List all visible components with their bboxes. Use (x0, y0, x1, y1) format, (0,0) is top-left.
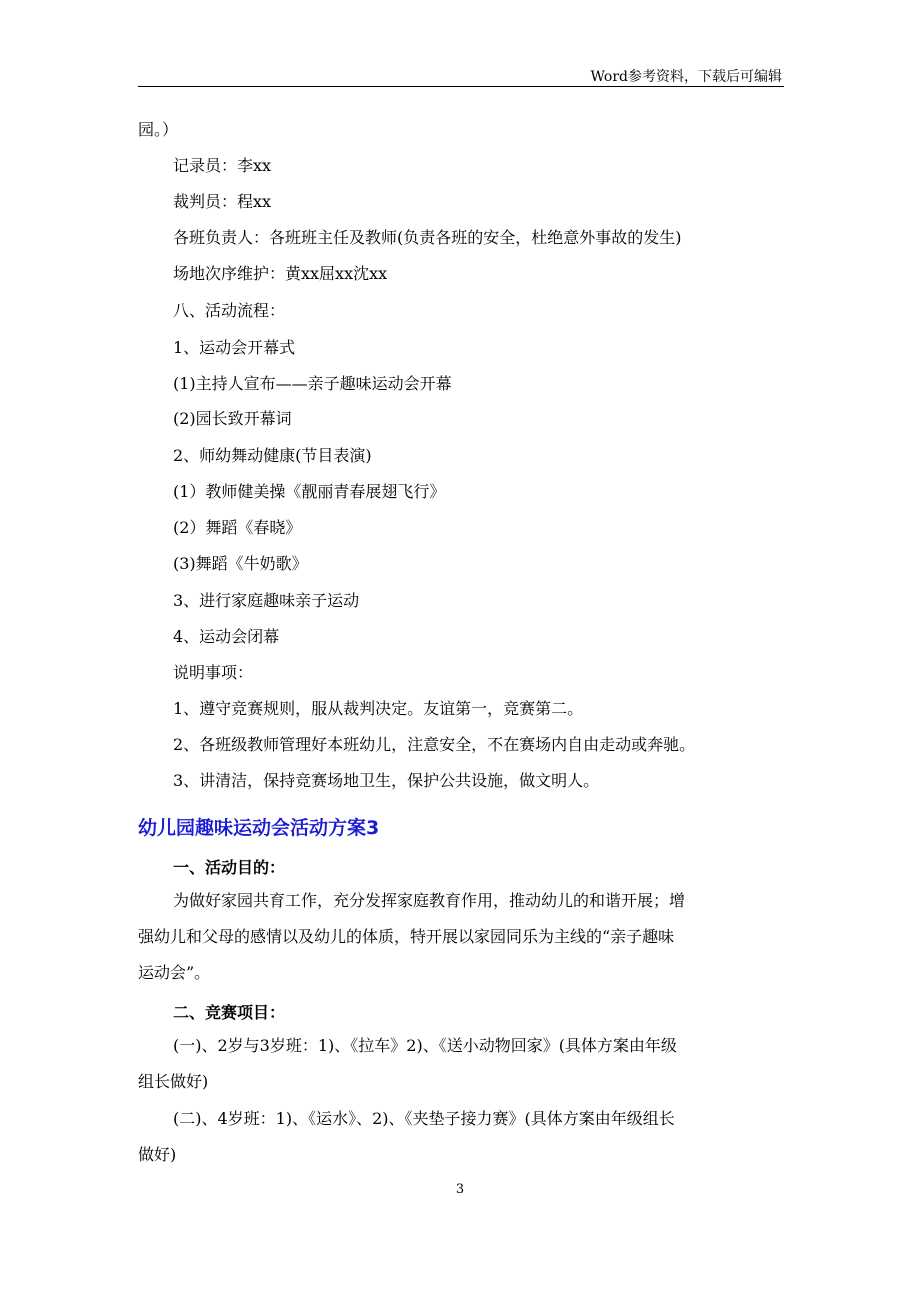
header-text: Word参考资料，下载后可编辑 (590, 69, 782, 85)
text-line: 各班负责人：各班班主任及教师(负责各班的安全，杜绝意外事故的发生) (173, 228, 682, 247)
paragraph-line: 为做好家园共育工作，充分发挥家庭教育作用，推动幼儿的和谐开展；增 (173, 891, 686, 910)
subsection-heading: 一、活动目的： (173, 858, 286, 877)
text-line: 场地次序维护：黄xx屈xx沈xx (173, 264, 388, 283)
text-line: 1、运动会开幕式 (173, 338, 296, 357)
paragraph-line: 强幼儿和父母的感情以及幼儿的体质，特开展以家园同乐为主线的“亲子趣味 (138, 927, 675, 946)
text-line: (1）教师健美操《靓丽青春展翅飞行》 (173, 482, 446, 501)
text-line: 4、运动会闭幕 (173, 627, 280, 646)
paragraph-line: 运动会”。 (138, 963, 211, 982)
paragraph-line: (二)、4岁班：1)、《运水》、2)、《夹垫子接力赛》(具体方案由年级组长 (173, 1109, 675, 1128)
text-line: (2）舞蹈《春晓》 (173, 518, 302, 537)
text-line: 2、师幼舞动健康(节目表演) (173, 446, 372, 465)
text-line: 2、各班级教师管理好本班幼儿，注意安全，不在赛场内自由走动或奔驰。 (173, 735, 696, 754)
text-line: 裁判员：程xx (173, 192, 272, 211)
text-line: 记录员：李xx (173, 156, 272, 175)
paragraph-line: (一)、2岁与3岁班：1)、《拉车》2)、《送小动物回家》(具体方案由年级 (173, 1036, 677, 1055)
text-line: 说明事项： (173, 663, 254, 682)
text-line: 3、讲清洁，保持竞赛场地卫生，保护公共设施，做文明人。 (173, 771, 600, 790)
header-rule (138, 86, 784, 87)
page-number: 3 (455, 1182, 465, 1197)
text-line: 八、活动流程： (173, 301, 286, 320)
paragraph-line: 做好) (138, 1145, 177, 1164)
section-title: 幼儿园趣味运动会活动方案3 (138, 817, 380, 839)
text-line: (3)舞蹈《牛奶歌》 (173, 554, 308, 573)
text-line: (1)主持人宣布——亲子趣味运动会开幕 (173, 374, 452, 393)
paragraph-line: 组长做好) (138, 1072, 209, 1091)
subsection-heading: 二、竞赛项目： (173, 1003, 286, 1022)
text-line: 园。） (138, 120, 179, 139)
text-line: (2)园长致开幕词 (173, 409, 292, 428)
text-line: 3、进行家庭趣味亲子运动 (173, 591, 360, 610)
text-line: 1、遵守竞赛规则，服从裁判决定。友谊第一，竞赛第二。 (173, 699, 584, 718)
